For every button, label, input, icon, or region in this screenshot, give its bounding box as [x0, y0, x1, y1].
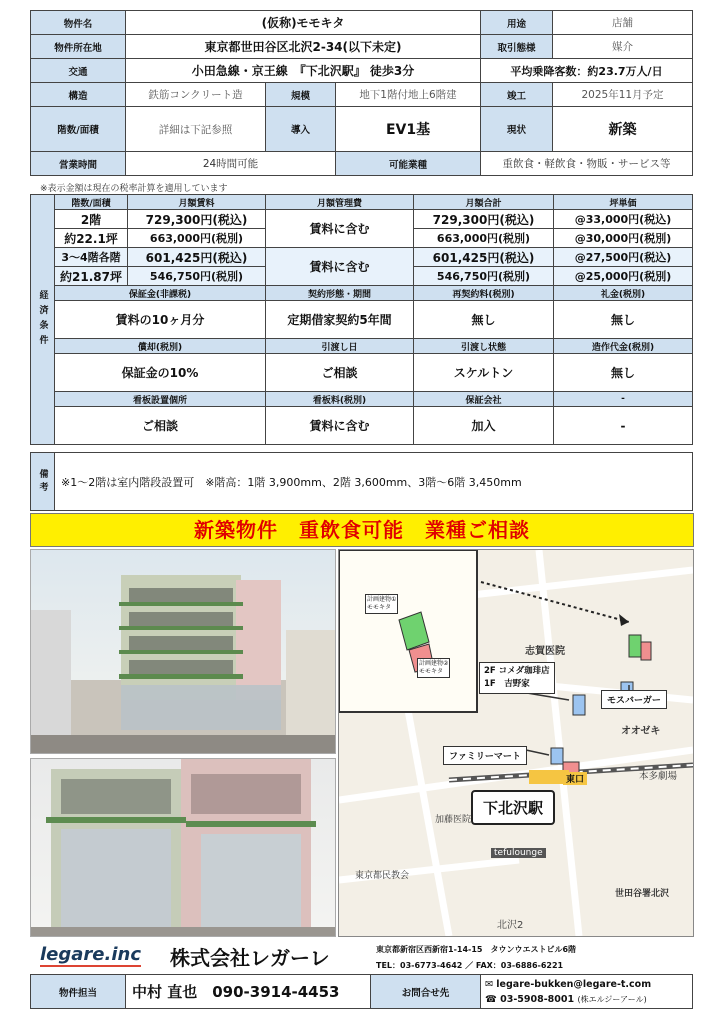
rent-tax-3: 601,425円(税込) [128, 248, 266, 267]
deal-value: 媒介 [553, 35, 693, 59]
structure-label: 構造 [31, 83, 126, 107]
guarantor-value: 加入 [414, 407, 554, 445]
hours-label: 営業時間 [31, 152, 126, 176]
blank-value: - [554, 407, 693, 445]
area-2: 約22.1坪 [55, 229, 128, 248]
blank-label: - [554, 392, 693, 407]
signboard-fee-value: 賃料に含む [266, 407, 414, 445]
completion-label: 竣工 [481, 83, 553, 107]
rent-3: 546,750円(税別) [128, 267, 266, 286]
access-value: 小田急線・京王線 『下北沢駅』 徒歩3分 [126, 59, 481, 83]
tsubo-tax-3: @27,500円(税込) [554, 248, 693, 267]
contact-email[interactable]: legare-bukken@legare-t.com [496, 978, 652, 990]
remarks-table [30, 452, 693, 511]
signboard-value: ご相談 [55, 407, 266, 445]
terms-side-label: 経済条件 [31, 195, 55, 445]
mos-label: モスバーガー [601, 690, 667, 709]
signboard-fee-label: 看板料(税別) [266, 392, 414, 407]
renewal-label: 再契約料(税別) [414, 286, 554, 301]
phone-icon: ☎ [485, 993, 501, 1005]
company-address: 東京都新宿区西新宿1-14-15 タウンウエストビル6階 [376, 945, 577, 954]
completion-value: 2025年11月予定 [553, 83, 693, 107]
area-map [338, 549, 694, 937]
passengers-value: 平均乗降客数：約23.7万人/日 [481, 59, 693, 83]
inset-label-1: 計画建物① モモキタ [365, 594, 398, 614]
elevator-value: EV1基 [336, 107, 481, 152]
total-3: 546,750円(税別) [414, 267, 554, 286]
company-footer [30, 938, 692, 1010]
ozeki-label: オオゼキ [621, 726, 661, 737]
property-name: (仮称)モモキタ [126, 11, 481, 35]
fixture-label: 造作代金(税別) [554, 339, 693, 354]
station-label: 下北沢駅 [471, 790, 555, 825]
address-label: 物件所在地 [31, 35, 126, 59]
use-label: 用途 [481, 11, 553, 35]
terms-header: 月額賃料 [128, 195, 266, 210]
company-tel: TEL：03-6773-4642 ／ FAX：03-6886-6221 [376, 961, 564, 970]
name-label: 物件名 [31, 11, 126, 35]
deposit-label: 保証金(非課税) [55, 286, 266, 301]
terms-header: 月額管理費 [266, 195, 414, 210]
mgmt-2: 賃料に含む [266, 210, 414, 248]
church-label: 東京都民教会 [355, 871, 410, 881]
police-label: 世田谷署北沢 [615, 889, 670, 899]
floor-value: 詳細は下記参照 [126, 107, 266, 152]
floor-2: 2階 [55, 210, 128, 229]
keymoney-label: 礼金(税別) [554, 286, 693, 301]
renewal-value: 無し [414, 301, 554, 339]
mgmt-3: 賃料に含む [266, 248, 414, 286]
contact-label: お問合せ先 [371, 975, 481, 1009]
signboard-label: 看板設置個所 [55, 392, 266, 407]
fixture-value: 無し [554, 354, 693, 392]
inset-label-2: 計画建物② モモキタ [417, 658, 450, 678]
status-label: 現状 [481, 107, 553, 152]
floor-3: 3～4階各階 [55, 248, 128, 267]
amortize-value: 保証金の10% [55, 354, 266, 392]
remarks-text: ※1～2階は室内階段設置可 ※階高：1階 3,900mm、2階 3,600mm、3階～6階 3,450mm [55, 453, 693, 511]
komeda-label: 2F コメダ珈琲店 1F 吉野家 [479, 662, 555, 694]
total-2: 663,000円(税別) [414, 229, 554, 248]
hospital-label: 志賀医院 [525, 646, 565, 657]
handover-state-value: スケルトン [414, 354, 554, 392]
area-3: 約21.87坪 [55, 267, 128, 286]
mail-icon: ✉ [485, 978, 497, 990]
access-label: 交通 [31, 59, 126, 83]
terms-header: 月額合計 [414, 195, 554, 210]
guarantor-label: 保証会社 [414, 392, 554, 407]
total-tax-2: 729,300円(税込) [414, 210, 554, 229]
contract-label: 契約形態・期間 [266, 286, 414, 301]
tax-note: ※表示金額は現在の税率計算を適用しています [40, 184, 228, 194]
contact-table [30, 974, 693, 1009]
biz-value: 重飲食・軽飲食・物販・サービス等 [481, 152, 693, 176]
terms-header: 坪単価 [554, 195, 693, 210]
kato-label: 加藤医院 [435, 815, 472, 825]
terms-header: 階数/面積 [55, 195, 128, 210]
address-value: 東京都世田谷区北沢2-34(以下未定) [126, 35, 481, 59]
higashi-label: 東口 [563, 772, 587, 785]
tefu-label: tefulounge [491, 848, 546, 858]
scale-label: 規模 [266, 83, 336, 107]
status-value: 新築 [553, 107, 693, 152]
contact-phone: 03-5908-8001 [500, 993, 575, 1005]
tsubo-3: @25,000円(税別) [554, 267, 693, 286]
property-table [30, 10, 693, 176]
headline-banner: 新築物件 重飲食可能 業種ご相談 [30, 513, 694, 547]
floor-label: 階数/面積 [31, 107, 126, 152]
contract-value: 定期借家契約5年間 [266, 301, 414, 339]
company-logo: legare.inc [40, 944, 141, 965]
kitazawa-label: 北沢2 [497, 920, 524, 931]
building-rendering-facade [30, 758, 336, 937]
total-tax-3: 601,425円(税込) [414, 248, 554, 267]
structure-value: 鉄筋コンクリート造 [126, 83, 266, 107]
elevator-label: 導入 [266, 107, 336, 152]
staff-value: 中村 直也 090-3914-4453 [126, 975, 371, 1009]
use-value: 店舗 [553, 11, 693, 35]
tsubo-tax-2: @33,000円(税込) [554, 210, 693, 229]
company-name: 株式会社レガーレ [170, 946, 330, 970]
handover-state-label: 引渡し状態 [414, 339, 554, 354]
deal-label: 取引態様 [481, 35, 553, 59]
familymart-label: ファミリーマート [443, 746, 527, 765]
tsubo-2: @30,000円(税別) [554, 229, 693, 248]
keymoney-value: 無し [554, 301, 693, 339]
handover-date-label: 引渡し日 [266, 339, 414, 354]
rent-tax-2: 729,300円(税込) [128, 210, 266, 229]
deposit-value: 賃料の10ヶ月分 [55, 301, 266, 339]
remarks-label: 備考 [31, 453, 55, 511]
contact-value [481, 975, 693, 1009]
building-rendering-exterior [30, 549, 336, 754]
hours-value: 24時間可能 [126, 152, 336, 176]
biz-label: 可能業種 [336, 152, 481, 176]
staff-label: 物件担当 [31, 975, 126, 1009]
amortize-label: 償却(税別) [55, 339, 266, 354]
contact-phone-note: (株エルジーアール) [577, 994, 647, 1004]
terms-table [30, 194, 693, 445]
scale-value: 地下1階付地上6階建 [336, 83, 481, 107]
handover-date-value: ご相談 [266, 354, 414, 392]
honda-label: 本多劇場 [639, 771, 678, 782]
rent-2: 663,000円(税別) [128, 229, 266, 248]
